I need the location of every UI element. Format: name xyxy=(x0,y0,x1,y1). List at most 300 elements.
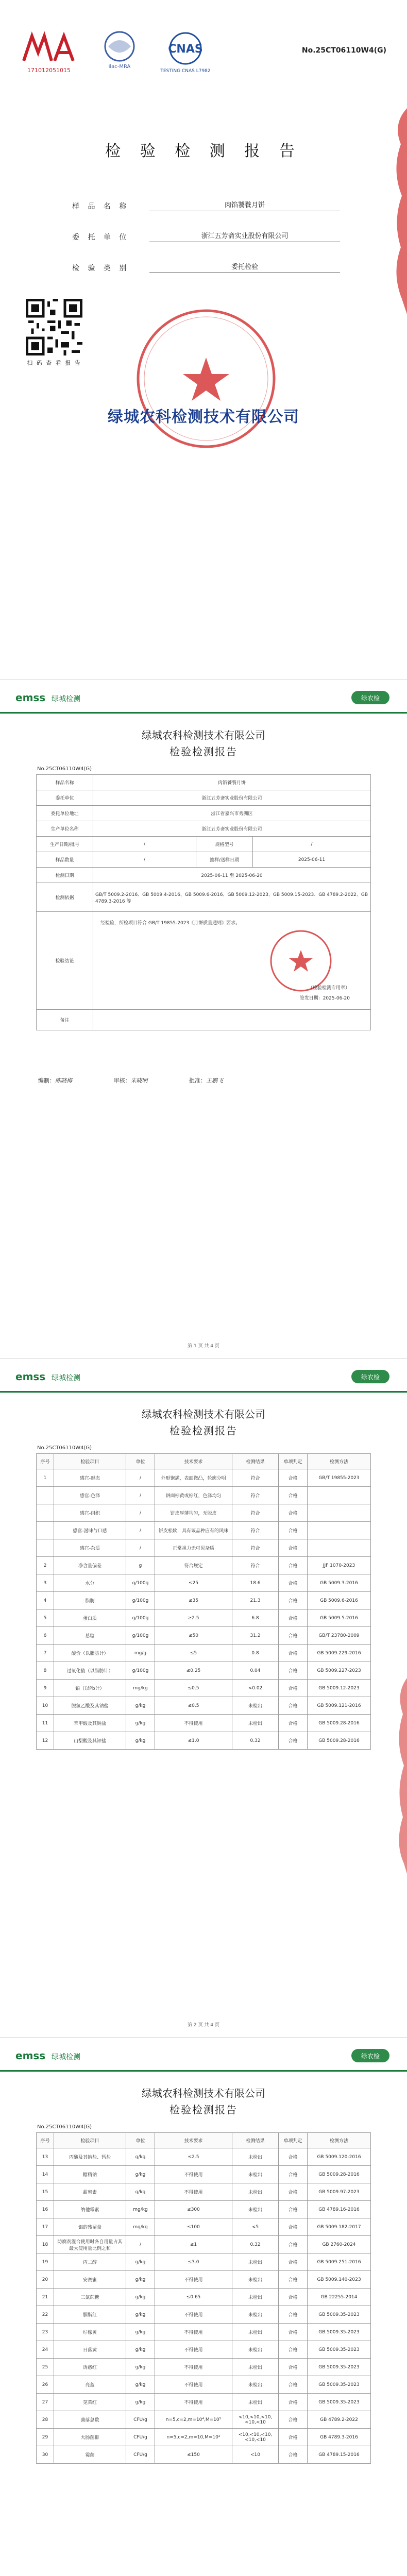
table-cell: 符合 xyxy=(232,1557,279,1574)
table-cell: 合格 xyxy=(279,1504,308,1522)
row-label: 检验结论 xyxy=(37,912,93,1010)
row-label: 生产单位名称 xyxy=(37,821,93,837)
table-row xyxy=(37,2236,371,2253)
table-cell: 饼面棕黄或棕红，色泽均匀 xyxy=(155,1487,232,1504)
table-row xyxy=(37,2148,371,2166)
table-cell: 16 xyxy=(37,2201,54,2218)
page-header xyxy=(0,2038,407,2072)
table-row xyxy=(37,1557,371,1574)
table-cell: GB 5009.5-2016 xyxy=(308,1609,371,1627)
table-cell: ≤0.5 xyxy=(155,1680,232,1697)
row-label: 生产日期/批号 xyxy=(37,837,93,852)
table-row xyxy=(37,2271,371,2289)
ilac-logo-icon xyxy=(99,29,140,70)
cover-value: 浙江五芳斋实业股份有限公司 xyxy=(149,230,340,242)
table-cell: 合格 xyxy=(279,2183,308,2201)
table-cell: ≤0.5 xyxy=(155,1697,232,1715)
table-cell: g/100g xyxy=(126,1574,155,1592)
table-cell: 丙二醇 xyxy=(54,2253,126,2271)
table-cell: ≤2.5 xyxy=(155,2148,232,2166)
table-cell: 柠檬黄 xyxy=(54,2324,126,2341)
row-value xyxy=(93,1010,371,1030)
table-cell: 日落黄 xyxy=(54,2341,126,2359)
table-cell: 符合 xyxy=(232,1487,279,1504)
table-cell: 7 xyxy=(37,1645,54,1662)
table-cell: g/kg xyxy=(126,2183,155,2201)
table-cell: GB 5009.35-2023 xyxy=(308,2376,371,2394)
table-row xyxy=(37,1487,371,1504)
table-cell: GB 5009.12-2023 xyxy=(308,1680,371,1697)
table-cell: CFU/g xyxy=(126,2429,155,2446)
page-header xyxy=(0,1359,407,1393)
table-cell: 脱氢乙酸及其钠盐 xyxy=(54,1697,126,1715)
brand-mark-icon xyxy=(351,1368,389,1385)
cover-row-category xyxy=(72,242,340,273)
results-page-2 xyxy=(0,2037,407,2576)
table-cell: n=5,c=2,m=10⁴,M=10⁵ xyxy=(155,2411,232,2429)
table-cell: 29 xyxy=(37,2429,54,2446)
table-cell: g/100g xyxy=(126,1627,155,1645)
results-table xyxy=(36,2132,371,2464)
table-cell: 苋菜红 xyxy=(54,2394,126,2411)
table-cell: 纳他霉素 xyxy=(54,2201,126,2218)
table-cell: 合格 xyxy=(279,1715,308,1732)
table-cell: GB 5009.182-2017 xyxy=(308,2218,371,2236)
signature: 王鹏飞 xyxy=(206,1077,223,1084)
row-value: 浙江五芳斋实业股份有限公司 xyxy=(93,790,371,806)
table-cell: GB/T 23780-2009 xyxy=(308,1627,371,1645)
table-cell: 31.2 xyxy=(232,1627,279,1645)
table-row xyxy=(37,837,371,852)
table-cell: n=5,c=2,m=10,M=10² xyxy=(155,2429,232,2446)
table-cell: 未检出 xyxy=(232,2289,279,2306)
cover-title: 检 验 检 测 报 告 xyxy=(105,142,302,160)
table-cell: 合格 xyxy=(279,1680,308,1697)
table-cell: 22 xyxy=(37,2306,54,2324)
table-row xyxy=(37,912,371,1010)
page-number: 第 1 页 共 4 页 xyxy=(188,1344,219,1349)
table-cell: 合格 xyxy=(279,1574,308,1592)
row-value: / xyxy=(93,837,196,852)
table-cell: ≤150 xyxy=(155,2446,232,2464)
page-number: 第 2 页 共 4 页 xyxy=(188,2023,219,2028)
svg-text:绿农检: 绿农检 xyxy=(361,2053,380,2060)
table-row xyxy=(37,2341,371,2359)
row-value: 2025-06-11 至 2025-06-20 xyxy=(93,868,371,883)
table-cell: g/kg xyxy=(126,2148,155,2166)
table-header-row: 序号 检验项目 单位 技术要求 检测结果 单项判定 检测方法 xyxy=(37,1454,371,1469)
table-cell: 6 xyxy=(37,1627,54,1645)
cover-row-client xyxy=(72,211,340,242)
table-cell: GB 5009.229-2016 xyxy=(308,1645,371,1662)
table-cell: <5 xyxy=(232,2218,279,2236)
company-heading: 绿城农科检测技术有限公司 xyxy=(142,2087,265,2099)
table-cell: 合格 xyxy=(279,2166,308,2183)
table-cell: 未检出 xyxy=(232,1715,279,1732)
table-row xyxy=(37,790,371,806)
table-cell: 21.3 xyxy=(232,1592,279,1609)
table-cell: 未检出 xyxy=(232,2341,279,2359)
conclusion-text: 经检验，所检项目符合 GB/T 19855-2023《月饼质量通则》要求。 xyxy=(100,921,241,926)
table-cell: 18 xyxy=(37,2236,54,2253)
table-cell: 水分 xyxy=(54,1574,126,1592)
table-row xyxy=(37,2376,371,2394)
table-cell: 30 xyxy=(37,2446,54,2464)
table-cell: 合格 xyxy=(279,1487,308,1504)
table-cell: g/kg xyxy=(126,2253,155,2271)
table-cell: 21 xyxy=(37,2289,54,2306)
signature: 朱晓明 xyxy=(130,1077,148,1084)
row-value: 2025-06-11 xyxy=(253,852,371,868)
table-cell: ≤300 xyxy=(155,2201,232,2218)
table-cell: 饼皮松软，具有该品种应有的风味 xyxy=(155,1522,232,1539)
cnas-logo-icon xyxy=(155,29,237,75)
table-cell: 0.8 xyxy=(232,1645,279,1662)
row-label: 委托单位 xyxy=(37,790,93,806)
table-row xyxy=(37,1680,371,1697)
row-label: 规格型号 xyxy=(196,837,253,852)
table-cell: 过氧化值（以脂肪计） xyxy=(54,1662,126,1680)
table-row xyxy=(37,868,371,883)
table-cell: 未检出 xyxy=(232,2183,279,2201)
table-cell: 9 xyxy=(37,1680,54,1697)
table-cell: GB 5009.35-2023 xyxy=(308,2324,371,2341)
table-cell: 不得使用 xyxy=(155,2324,232,2341)
table-row xyxy=(37,1662,371,1680)
table-cell: 蛋白质 xyxy=(54,1609,126,1627)
report-number: No.25CT06110W4(G) xyxy=(37,1445,92,1451)
table-cell: 不得使用 xyxy=(155,2341,232,2359)
table-cell: 合格 xyxy=(279,1592,308,1609)
row-value: 肉馅饕餮月饼 xyxy=(93,775,371,790)
emss-logo-icon xyxy=(15,2049,103,2064)
table-cell: <10 xyxy=(232,2446,279,2464)
table-cell: ≤100 xyxy=(155,2218,232,2236)
table-cell: ≤25 xyxy=(155,1574,232,1592)
table-cell: 合格 xyxy=(279,2341,308,2359)
row-label: 抽样/送样日期 xyxy=(196,852,253,868)
table-cell: 11 xyxy=(37,1715,54,1732)
table-cell: g/kg xyxy=(126,2289,155,2306)
table-cell: g/100g xyxy=(126,1662,155,1680)
table-cell: 未检出 xyxy=(232,2201,279,2218)
table-cell: 合格 xyxy=(279,1697,308,1715)
company-heading: 绿城农科检测技术有限公司 xyxy=(142,729,265,741)
cover-value: 委托检验 xyxy=(149,261,340,273)
table-cell: g/kg xyxy=(126,1697,155,1715)
page-header xyxy=(0,680,407,714)
table-cell: GB 5009.28-2016 xyxy=(308,1715,371,1732)
signature: 陈晓梅 xyxy=(55,1077,72,1084)
emss-logo-icon xyxy=(15,691,103,706)
table-row xyxy=(37,2359,371,2376)
table-cell: 合格 xyxy=(279,2218,308,2236)
table-cell: 15 xyxy=(37,2183,54,2201)
table-cell: ≤0.65 xyxy=(155,2289,232,2306)
table-row xyxy=(37,852,371,868)
table-cell: 10 xyxy=(37,1697,54,1715)
table-cell: 合格 xyxy=(279,1609,308,1627)
table-cell: GB 5009.6-2016 xyxy=(308,1592,371,1609)
table-cell: 防腐剂混合使用时各自用量占其最大使用量比例之和 xyxy=(54,2236,126,2253)
table-cell: 合格 xyxy=(279,2236,308,2253)
table-cell: GB 4789.15-2016 xyxy=(308,2446,371,2464)
table-cell: 不得使用 xyxy=(155,2306,232,2324)
results-page-1 xyxy=(0,1358,407,2037)
table-cell: 感官-杂质 xyxy=(54,1539,126,1557)
table-cell: 合格 xyxy=(279,1627,308,1645)
seal-note: （检验检测专用章） xyxy=(308,986,350,991)
table-row xyxy=(37,2218,371,2236)
table-cell: GB 5009.120-2016 xyxy=(308,2148,371,2166)
row-label: 样品数量 xyxy=(37,852,93,868)
table-cell: 13 xyxy=(37,2148,54,2166)
table-cell: GB 5009.35-2023 xyxy=(308,2394,371,2411)
table-cell: ≤0.25 xyxy=(155,1662,232,1680)
svg-text:绿城检测: 绿城检测 xyxy=(52,1374,80,1382)
table-cell: g/kg xyxy=(126,1732,155,1750)
svg-text:绿城检测: 绿城检测 xyxy=(52,2053,80,2061)
table-cell: 霉菌 xyxy=(54,2446,126,2464)
cover-value: 肉馅饕餮月饼 xyxy=(149,199,340,211)
svg-text:CNAS: CNAS xyxy=(168,43,203,56)
table-cell: <10,<10,<10,<10,<10 xyxy=(232,2411,279,2429)
table-cell: GB 5009.35-2023 xyxy=(308,2306,371,2324)
table-cell: 山梨酸及其钾盐 xyxy=(54,1732,126,1750)
signatures: 编制：陈晓梅 审核：朱晓明 批准：王鹏飞 xyxy=(38,1076,263,1084)
table-row xyxy=(37,1539,371,1557)
table-cell: 三氯蔗糖 xyxy=(54,2289,126,2306)
table-cell: g/kg xyxy=(126,2394,155,2411)
qr-code-icon[interactable] xyxy=(26,299,82,355)
report-heading: 检验检测报告 xyxy=(169,2104,238,2116)
svg-text:绿农检: 绿农检 xyxy=(361,1374,380,1381)
table-cell: 合格 xyxy=(279,2394,308,2411)
table-cell: g/kg xyxy=(126,2341,155,2359)
table-cell: 亮蓝 xyxy=(54,2376,126,2394)
table-cell: mg/kg xyxy=(126,2201,155,2218)
table-cell: ≤35 xyxy=(155,1592,232,1609)
svg-text:emss: emss xyxy=(15,1370,46,1383)
table-cell: 14 xyxy=(37,2166,54,2183)
table-cell: 19 xyxy=(37,2253,54,2271)
table-cell: 0.32 xyxy=(232,1732,279,1750)
table-cell: 未检出 xyxy=(232,2359,279,2376)
table-row xyxy=(37,1715,371,1732)
table-cell: GB 22255-2014 xyxy=(308,2289,371,2306)
table-cell: / xyxy=(126,1522,155,1539)
table-cell xyxy=(308,1522,371,1539)
table-cell: GB 5009.97-2023 xyxy=(308,2183,371,2201)
table-cell: 26 xyxy=(37,2376,54,2394)
table-cell: 25 xyxy=(37,2359,54,2376)
table-cell: 未检出 xyxy=(232,2148,279,2166)
table-cell: 24 xyxy=(37,2341,54,2359)
table-cell xyxy=(37,1539,54,1557)
table-cell: <0.02 xyxy=(232,1680,279,1697)
summary-table xyxy=(36,774,371,1030)
table-cell: CFU/g xyxy=(126,2411,155,2429)
table-cell: mg/g xyxy=(126,1645,155,1662)
table-cell: 合格 xyxy=(279,1557,308,1574)
table-cell: 合格 xyxy=(279,2429,308,2446)
svg-text:emss: emss xyxy=(15,691,46,704)
table-row xyxy=(37,2429,371,2446)
table-cell: g/100g xyxy=(126,1609,155,1627)
table-cell: / xyxy=(126,2236,155,2253)
table-cell: 2 xyxy=(37,1557,54,1574)
table-cell: 符合规定 xyxy=(155,1557,232,1574)
table-cell: <10,<10,<10,<10,<10 xyxy=(232,2429,279,2446)
table-cell: 菌落总数 xyxy=(54,2411,126,2429)
table-cell xyxy=(37,1504,54,1522)
table-cell: GB 4789.3-2016 xyxy=(308,2429,371,2446)
table-cell: 外形饱满，表面微凸，轮廓分明 xyxy=(155,1469,232,1487)
table-cell: 合格 xyxy=(279,1522,308,1539)
table-row xyxy=(37,2183,371,2201)
brand-mark-icon xyxy=(351,2047,389,2064)
cover-page xyxy=(0,0,407,679)
table-row xyxy=(37,2166,371,2183)
table-cell: 未检出 xyxy=(232,1697,279,1715)
cover-row-sample xyxy=(72,180,340,211)
row-value: 浙江五芳斋实业股份有限公司 xyxy=(93,821,371,837)
issue-date: 签发日期：2025-06-20 xyxy=(299,996,350,1001)
table-cell: 不得使用 xyxy=(155,2376,232,2394)
table-row xyxy=(37,2253,371,2271)
side-tab-decoration-icon xyxy=(389,108,407,314)
side-tab-decoration-icon xyxy=(394,1678,407,1874)
table-row xyxy=(37,775,371,790)
table-cell: 合格 xyxy=(279,2201,308,2218)
table-cell: 正常视力无可见杂质 xyxy=(155,1539,232,1557)
table-cell: 安赛蜜 xyxy=(54,2271,126,2289)
table-cell: 合格 xyxy=(279,1469,308,1487)
table-row xyxy=(37,1522,371,1539)
table-cell: 23 xyxy=(37,2324,54,2341)
table-cell: 未检出 xyxy=(232,2253,279,2271)
results-table xyxy=(36,1453,371,1750)
table-cell: / xyxy=(126,1487,155,1504)
report-heading: 检验检测报告 xyxy=(169,1425,238,1437)
table-cell: g/kg xyxy=(126,1715,155,1732)
table-cell: / xyxy=(126,1539,155,1557)
svg-text:ilac-MRA: ilac-MRA xyxy=(108,64,131,70)
table-cell: 净含量偏差 xyxy=(54,1557,126,1574)
svg-text:emss: emss xyxy=(15,2049,46,2062)
table-cell: ≤1.0 xyxy=(155,1732,232,1750)
table-cell: 符合 xyxy=(232,1469,279,1487)
row-label: 样品名称 xyxy=(37,775,93,790)
accreditation-logos xyxy=(21,24,386,80)
table-row xyxy=(37,1609,371,1627)
table-cell: g/100g xyxy=(126,1592,155,1609)
cover-fields xyxy=(72,180,340,273)
table-cell: 不得使用 xyxy=(155,1715,232,1732)
table-row xyxy=(37,1574,371,1592)
table-cell: GB 5009.251-2016 xyxy=(308,2253,371,2271)
table-cell: 胭脂红 xyxy=(54,2306,126,2324)
svg-text:绿农检: 绿农检 xyxy=(361,694,380,702)
table-cell: 17 xyxy=(37,2218,54,2236)
table-cell: ≤3.0 xyxy=(155,2253,232,2271)
table-cell: JJF 1070-2023 xyxy=(308,1557,371,1574)
table-cell: 诱惑红 xyxy=(54,2359,126,2376)
table-cell: 1 xyxy=(37,1469,54,1487)
table-cell: 5 xyxy=(37,1609,54,1627)
table-cell: 感官-形态 xyxy=(54,1469,126,1487)
table-cell: GB 5009.227-2023 xyxy=(308,1662,371,1680)
table-cell: 总糖 xyxy=(54,1627,126,1645)
table-row xyxy=(37,883,371,912)
table-cell: 合格 xyxy=(279,1662,308,1680)
table-cell: 合格 xyxy=(279,2376,308,2394)
company-heading: 绿城农科检测技术有限公司 xyxy=(142,1408,265,1420)
brand-mark-icon xyxy=(351,689,389,706)
table-cell: g/kg xyxy=(126,2166,155,2183)
row-value: 浙江省嘉兴市秀洲区 xyxy=(93,806,371,821)
table-cell: 28 xyxy=(37,2411,54,2429)
table-row xyxy=(37,821,371,837)
table-row xyxy=(37,2289,371,2306)
table-cell: 不得使用 xyxy=(155,2271,232,2289)
report-number: No.25CT06110W4(G) xyxy=(37,2124,92,2130)
table-row xyxy=(37,2446,371,2464)
table-cell: 大肠菌群 xyxy=(54,2429,126,2446)
table-cell: 未检出 xyxy=(232,2306,279,2324)
table-cell: 合格 xyxy=(279,2148,308,2166)
table-row xyxy=(37,1010,371,1030)
summary-page xyxy=(0,679,407,1358)
row-label: 检测依据 xyxy=(37,883,93,912)
table-cell: GB 5009.140-2023 xyxy=(308,2271,371,2289)
table-row xyxy=(37,1504,371,1522)
table-cell: 糖精钠 xyxy=(54,2166,126,2183)
table-cell: 合格 xyxy=(279,2271,308,2289)
table-cell: g/kg xyxy=(126,2359,155,2376)
table-cell xyxy=(37,1522,54,1539)
table-row xyxy=(37,2201,371,2218)
table-cell: 未检出 xyxy=(232,2376,279,2394)
report-heading: 检验检测报告 xyxy=(169,745,238,758)
table-cell: g/kg xyxy=(126,2306,155,2324)
cover-label: 样 品 名 称 xyxy=(72,202,130,211)
table-cell: 饼皮厚薄均匀，无脱皮 xyxy=(155,1504,232,1522)
table-cell: 合格 xyxy=(279,2289,308,2306)
table-cell: 符合 xyxy=(232,1504,279,1522)
table-cell: g xyxy=(126,1557,155,1574)
table-cell: 酸价（以脂肪计） xyxy=(54,1645,126,1662)
table-cell: g/kg xyxy=(126,2376,155,2394)
table-cell xyxy=(308,1487,371,1504)
table-cell: / xyxy=(126,1504,155,1522)
table-cell: 0.32 xyxy=(232,2236,279,2253)
cover-company: 绿城农科检测技术有限公司 xyxy=(108,408,299,426)
table-cell xyxy=(308,1504,371,1522)
table-cell: 未检出 xyxy=(232,2324,279,2341)
table-cell: g/kg xyxy=(126,2271,155,2289)
table-cell: 合格 xyxy=(279,1645,308,1662)
table-row xyxy=(37,1732,371,1750)
table-cell: 脂肪 xyxy=(54,1592,126,1609)
table-cell: / xyxy=(126,1469,155,1487)
table-cell: GB 5009.3-2016 xyxy=(308,1574,371,1592)
table-row xyxy=(37,1592,371,1609)
qr-caption: 扫 码 查 看 报 告 xyxy=(27,360,81,366)
table-cell: 8 xyxy=(37,1662,54,1680)
table-cell: 苯甲酸及其钠盐 xyxy=(54,1715,126,1732)
table-cell: 感官-组织 xyxy=(54,1504,126,1522)
